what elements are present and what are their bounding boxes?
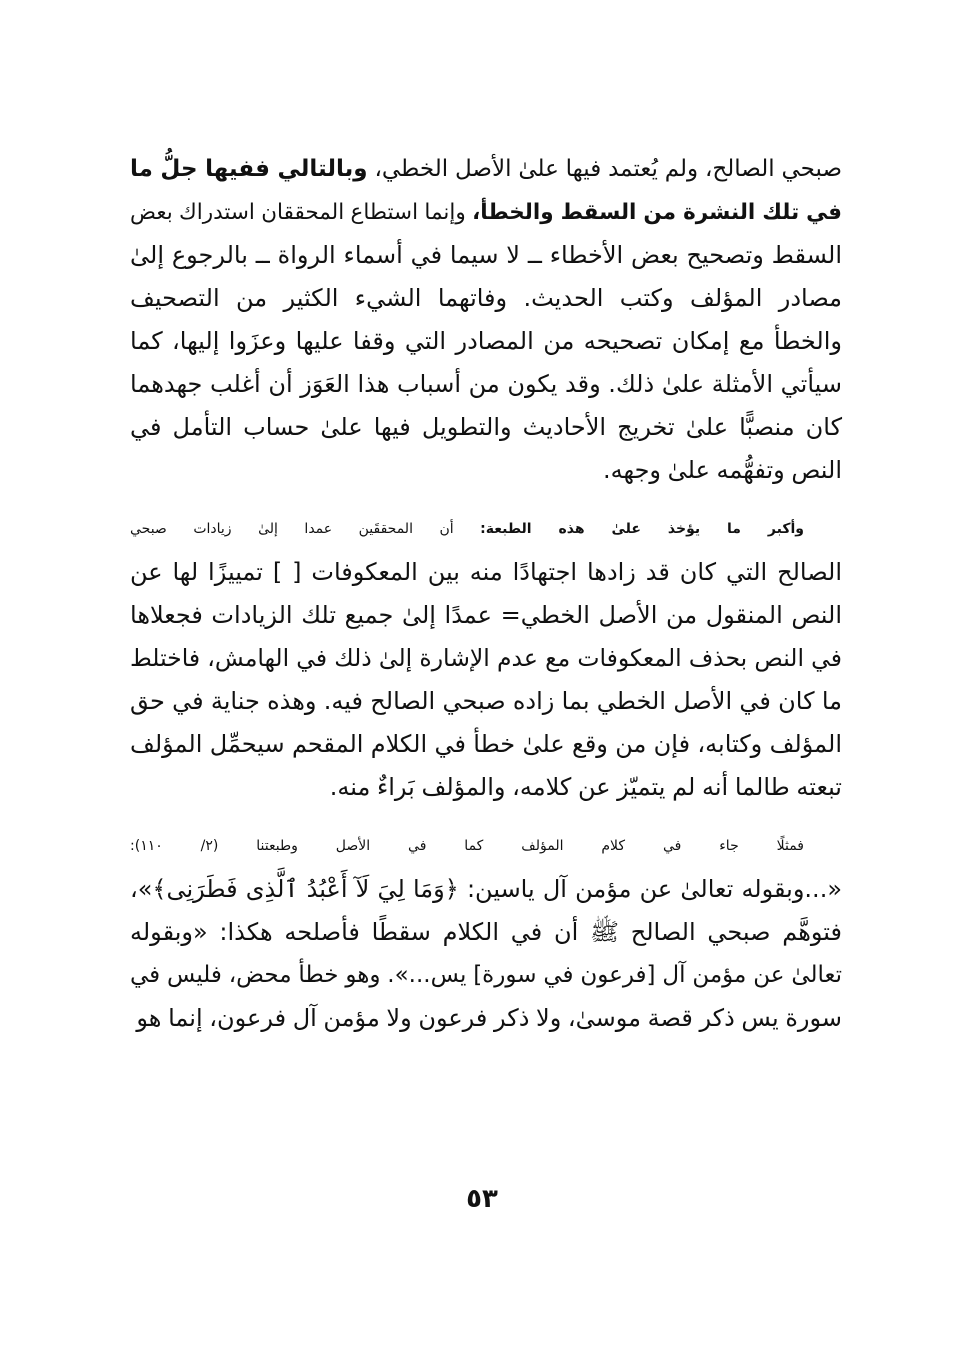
text-line <box>130 868 842 911</box>
text-run: فتوهَّم صبحي الصالح ﷺ أن في الكلام سقطًا فأصلحه هكذا: «وبقوله <box>130 918 842 946</box>
text-line <box>130 997 842 1040</box>
page-body <box>130 148 842 1040</box>
text-run: «...وبقوله تعالىٰ عن مؤمن آل ياسين: ﴿وَمَا لِيَ لَآ أَعْبُدُ ٱلَّذِى فَطَرَنِى﴾»، <box>130 875 842 903</box>
text-run: في النص بحذف المعكوفات مع عدم الإشارة إلىٰ ذلك في الهامش، فاختلط <box>130 644 842 672</box>
text-run: سورة يس ذكر قصة موسىٰ، ولا ذكر فرعون ولا مؤمن آل فرعون، إنما هو <box>136 1004 842 1032</box>
bold-text: وأكبر ما يؤخذ علىٰ هذه الطبعة: <box>480 521 804 537</box>
text-line <box>130 911 842 954</box>
text-run: النص وتفهُّمه علىٰ وجهه. <box>603 456 842 484</box>
text-line <box>130 234 842 277</box>
text-run: سيأتي الأمثلة علىٰ ذلك. وقد يكون من أسباب هذا العَوَز أن أغلب جهدهما <box>130 370 842 398</box>
text-line <box>130 320 842 363</box>
text-line <box>130 508 842 551</box>
text-line <box>130 551 842 594</box>
text-run: وإنما استطاع المحققان استدراك بعض <box>130 200 473 225</box>
text-run: أن المحققَين عمدا إلىٰ زيادات صبحي <box>130 521 481 537</box>
text-run: والخطأ مع إمكان تصحيحه من المصادر التي وقفا عليها وعزَوا إليها، كما <box>130 327 842 355</box>
text-run: مصادر المؤلف وكتب الحديث. وفاتهما الشيء الكثير من التصحيف <box>130 284 842 312</box>
paragraph-1 <box>130 148 842 492</box>
text-line <box>130 148 842 191</box>
text-line <box>130 406 842 449</box>
text-run: تعالىٰ عن مؤمن آل [فرعون في سورة] يس...». وهو خطأ محض، فليس في <box>130 962 842 988</box>
text-run: صبحي الصالح، ولم يُعتمد فيها علىٰ الأصل الخطي، <box>367 156 842 182</box>
text-run: المؤلف وكتابه، فإن من وقع علىٰ خطأ في الكلام المقحم سيحمِّل المؤلف <box>130 730 842 758</box>
text-run: النص المنقول من الأصل الخطي= عمدًا إلىٰ جميع تلك الزيادات فجعلاها <box>130 601 842 629</box>
text-line <box>130 766 842 809</box>
text-line <box>130 363 842 406</box>
text-run: كان منصبًّا علىٰ تخريج الأحاديث والتطويل فيها علىٰ حساب التأمل في <box>130 413 842 441</box>
bold-text: وبالتالي ففيها جلُّ ما <box>130 156 368 182</box>
text-line <box>130 637 842 680</box>
paragraph-3 <box>130 825 842 1040</box>
text-run: تبعته طالما أنه لم يتميّز عن كلامه، والمؤلف بَراءٌ منه. <box>329 773 842 801</box>
bold-text: في تلك النشرة من السقط والخطأ، <box>472 200 842 225</box>
text-line <box>130 825 842 868</box>
text-line <box>130 191 842 234</box>
text-line <box>130 954 842 997</box>
text-line <box>130 723 842 766</box>
paragraph-2 <box>130 508 842 809</box>
text-run: الصالح التي كان قد زادها اجتهادًا منه بين المعكوفات [ ] تمييزًا لها عن <box>130 558 842 586</box>
text-line <box>130 594 842 637</box>
text-line <box>130 449 842 492</box>
text-run: فمثلًا جاء في كلام المؤلف كما في الأصل وطبعتنا (٢/ ١١٠): <box>130 838 804 854</box>
text-run: السقط وتصحيح بعض الأخطاء ــ لا سيما في أسماء الرواة ــ بالرجوع إلىٰ <box>130 241 842 269</box>
text-line <box>130 277 842 320</box>
page-number: ٥٣ <box>466 1184 498 1214</box>
text-line <box>130 680 842 723</box>
text-run: ما كان في الأصل الخطي بما زاده صبحي الصالح فيه. وهذه جناية في حق <box>130 687 842 715</box>
